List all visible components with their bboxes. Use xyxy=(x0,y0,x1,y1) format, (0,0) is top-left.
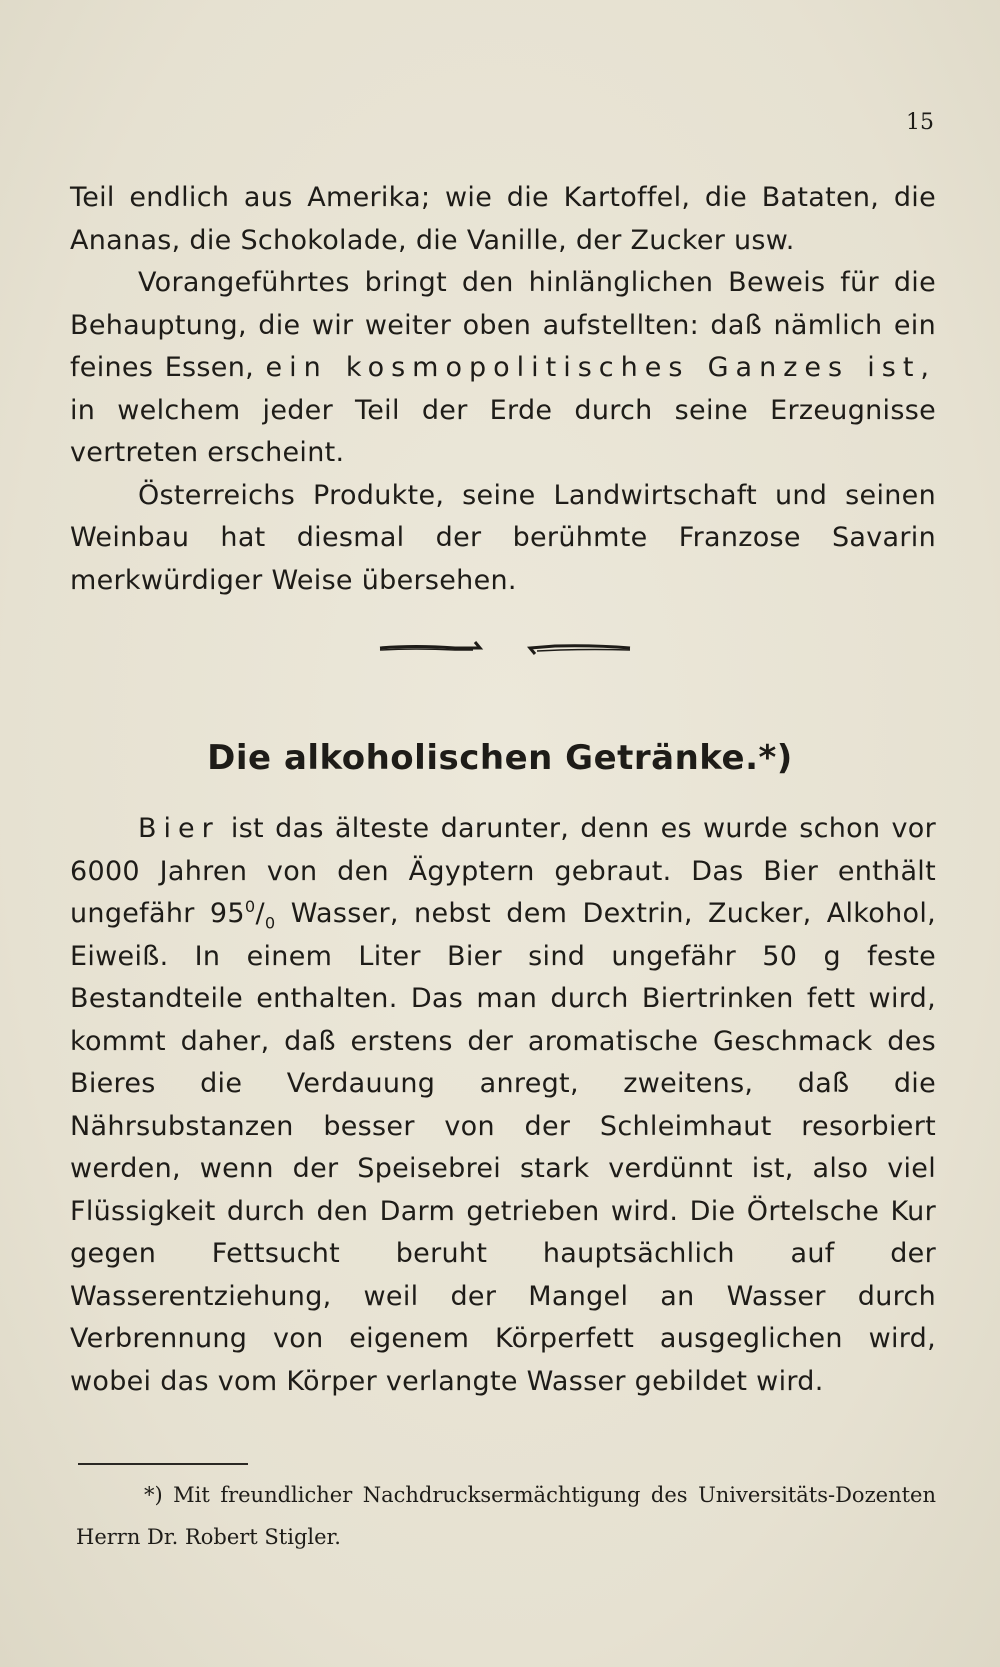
spaced-emphasis: ein kosmopolitisches Ganzes ist, xyxy=(265,352,936,383)
paragraph-text: ist das älteste darunter, denn es wurde schon vor 6000 Jahren von den Ägyptern gebraut. Das Bier enthält ungefähr 95 xyxy=(70,813,936,929)
paragraph-cosmopolitan xyxy=(70,262,936,475)
beer-text-block xyxy=(70,808,936,1403)
paragraph-beer xyxy=(70,808,936,1403)
footnote-rule xyxy=(78,1463,248,1465)
intro-text-block xyxy=(70,177,936,602)
paragraph-text: Wasser, nebst dem Dextrin, Zucker, Alkohol, Eiweiß. In einem Liter Bier sind ungefähr 50 g feste Bestandteile enthalten. Das man durch Biertrinken fett wird, kommt daher, daß erstens der aromatische Geschmack des Bieres die Verdauung anregt, zweitens, daß die Nährsubstanzen besser von der Schleimhaut resorbiert werden, wenn der Speisebrei stark verdünnt ist, also viel Flüssigkeit durch den Darm getrieben wird. Die Örtelsche Kur gegen Fettsucht beruht hauptsächlich auf der Wasserentziehung, weil der Mangel an Wasser durch Verbrennung von eigenem Körperfett ausgeglichen wird, wobei das vom Körper verlangte Wasser gebildet wird. xyxy=(70,898,937,1397)
percent-superscript: 0 xyxy=(244,897,256,916)
page-number: 15 xyxy=(906,110,934,135)
percent-subscript: 0 xyxy=(264,913,276,933)
paragraph-americas: Teil endlich aus Amerika; wie die Kartoffel, die Bataten, die Ananas, die Schokolade, die Vanille, der Zucker usw. xyxy=(70,182,936,256)
percent-slash: / xyxy=(255,898,265,929)
footnote xyxy=(76,1474,936,1558)
spaced-emphasis: Bier xyxy=(138,813,220,844)
section-heading: Die alkoholischen Getränke.*) xyxy=(207,738,793,778)
paragraph-text: in welchem jeder Teil der Erde durch seine Erzeugnisse vertreten erscheint. xyxy=(70,394,936,468)
paragraph-text: Vorangeführtes bringt den hinlänglichen Beweis für die Behauptung, die wir weiter oben aufstellten: daß nämlich ein feines Essen, xyxy=(70,267,936,383)
ornamental-divider xyxy=(375,636,635,660)
footnote-text: *) Mit freundlicher Nachdrucksermächtigung des Universitäts-Dozenten Herrn Dr. Robert Stigler. xyxy=(76,1483,936,1549)
paragraph-austria: Österreichs Produkte, seine Landwirtschaft und seinen Weinbau hat diesmal der berühmte Franzose Savarin merkwürdiger Weise übersehen. xyxy=(70,479,936,596)
